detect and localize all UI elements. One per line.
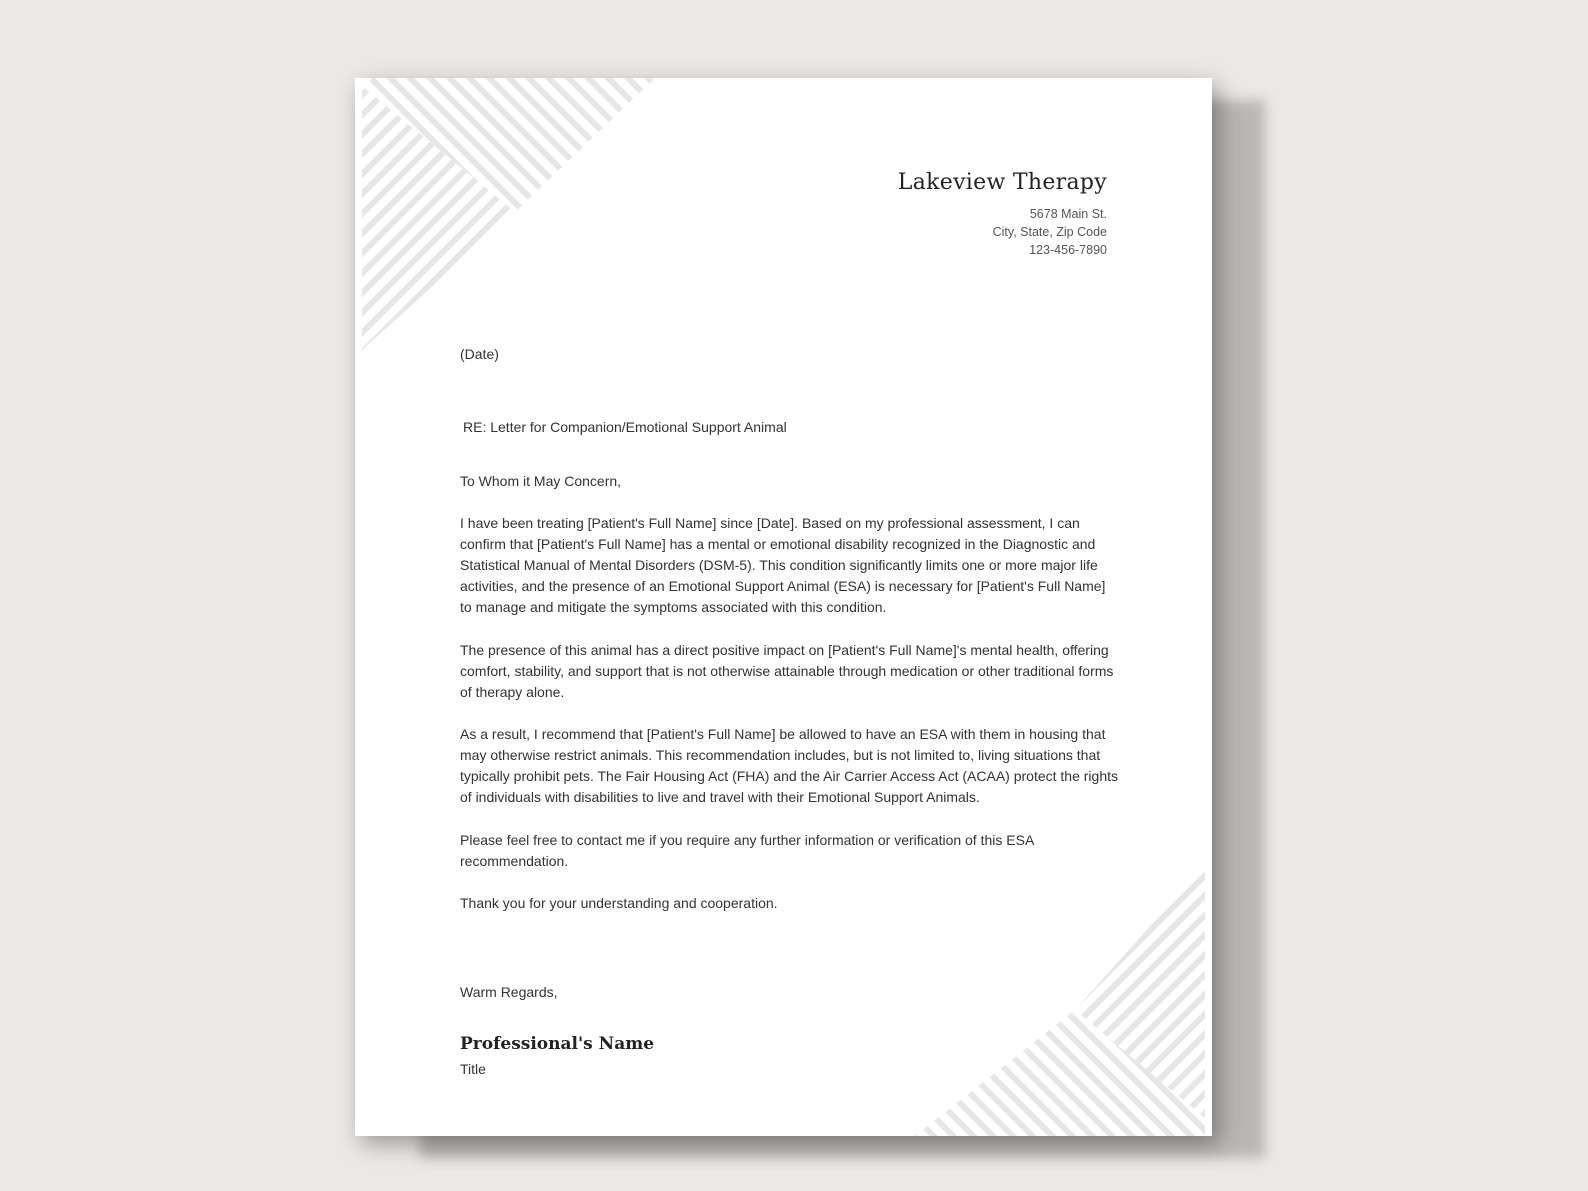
address-line-2: City, State, Zip Code	[992, 225, 1107, 239]
letter-date: (Date)	[460, 346, 499, 362]
phone-number: 123-456-7890	[1029, 243, 1107, 257]
address-line-1: 5678 Main St.	[1029, 207, 1107, 221]
signer-name: Professional's Name	[460, 1034, 655, 1054]
letter-subject: RE: Letter for Companion/Emotional Support Animal	[463, 419, 787, 435]
signer-title: Title	[460, 1061, 486, 1077]
letter-salutation: To Whom it May Concern,	[460, 473, 622, 489]
organization-name: Lakeview Therapy	[897, 170, 1107, 195]
paragraph-4: Please feel free to contact me if you require any further information or verification of this ESA recommendation.	[460, 832, 1034, 869]
letter-page	[355, 78, 1212, 1136]
paragraph-3: As a result, I recommend that [Patient's Full Name] be allowed to have an ESA with them in housing that may otherwise restrict animals. This recommendation includes, but is not limited to, living situations that typically prohibit pets. The Fair Housing Act (FHA) and the Air Carrier Access Act (ACAA) protect the rights of individuals with disabilities to live and travel with their Emotional Support Animals.	[460, 726, 1118, 805]
letterhead	[898, 170, 1107, 259]
letter-closing: Warm Regards,	[460, 984, 558, 1000]
paragraph-1: I have been treating [Patient's Full Name] since [Date]. Based on my professional assessment, I can confirm that [Patient's Full Name] has a mental or emotional disability recognized in the Diagnostic and Statistical Manual of Mental Disorders (DSM-5). This condition significantly limits one or more major life activities, and the presence of an Emotional Support Animal (ESA) is necessary for [Patient's Full Name] to manage and mitigate the symptoms associated with this condition.	[460, 515, 1106, 615]
paragraph-2: The presence of this animal has a direct positive impact on [Patient's Full Name]'s mental health, offering comfort, stability, and support that is not otherwise attainable through medication or other traditional forms of therapy alone.	[460, 642, 1114, 700]
paragraph-5: Thank you for your understanding and cooperation.	[460, 895, 778, 911]
